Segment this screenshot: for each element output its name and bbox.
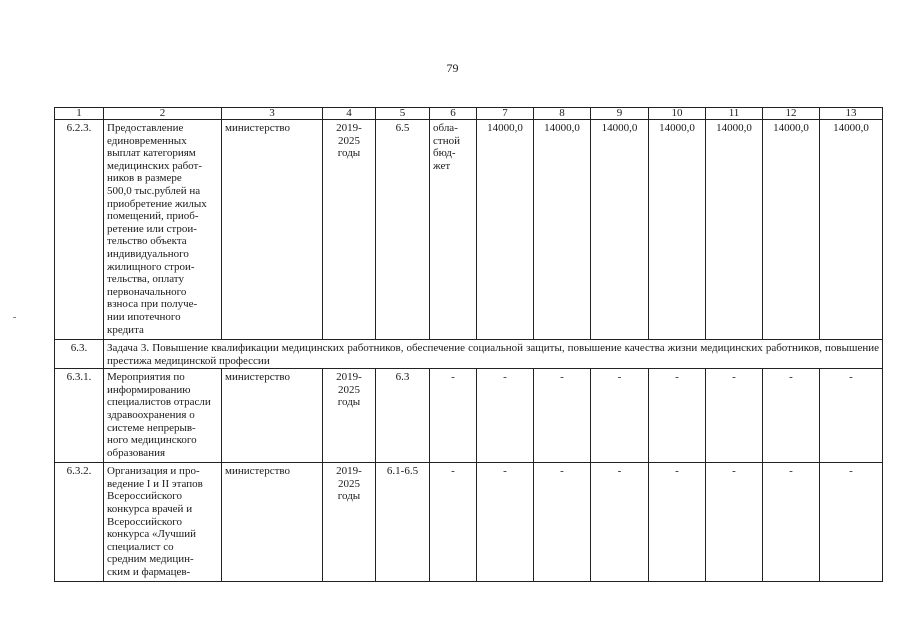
term: 2019- 2025 годы	[323, 463, 376, 582]
column-header: 7	[477, 108, 534, 120]
funding-value: -	[706, 369, 763, 463]
task-row	[55, 340, 883, 369]
column-header: 10	[649, 108, 706, 120]
executor: министерство	[222, 463, 323, 582]
column-header: 9	[591, 108, 649, 120]
funding-value: 14000,0	[591, 120, 649, 340]
executor: министерство	[222, 120, 323, 340]
funding-value: -	[534, 463, 591, 582]
program-table	[54, 107, 883, 582]
row-number: 6.2.3.	[55, 120, 104, 340]
column-header: 13	[820, 108, 883, 120]
scan-artifact	[13, 317, 16, 318]
measure-name: Предоставление единовременных выплат категориям медицинских работ- ников в размере 500,0 тыс.рублей на приобретение жилых помещений, приоб- ретение или строи- тельство объекта индивидуального жилищного строи- тельства, оплату первоначального взноса при получе- нии ипотечного кредита	[104, 120, 222, 340]
column-header: 2	[104, 108, 222, 120]
funding-value: -	[763, 463, 820, 582]
funding-value: 14000,0	[534, 120, 591, 340]
column-header: 1	[55, 108, 104, 120]
indicator: 6.5	[376, 120, 430, 340]
task-text: Задача 3. Повышение квалификации медицинских работников, обеспечение социальной защиты, повышение качества жизни медицинских работников, повышение престижа медицинской профессии	[104, 340, 883, 369]
page-number: 79	[446, 61, 459, 75]
column-header: 3	[222, 108, 323, 120]
funding-value: -	[477, 463, 534, 582]
executor: министерство	[222, 369, 323, 463]
column-header: 12	[763, 108, 820, 120]
indicator: 6.3	[376, 369, 430, 463]
funding-value: 14000,0	[649, 120, 706, 340]
funding-value: -	[649, 463, 706, 582]
funding-value: -	[591, 463, 649, 582]
funding-source: -	[430, 463, 477, 582]
column-header: 11	[706, 108, 763, 120]
column-header: 4	[323, 108, 376, 120]
funding-value: 14000,0	[820, 120, 883, 340]
table-row	[55, 463, 883, 582]
indicator: 6.1-6.5	[376, 463, 430, 582]
funding-value: -	[591, 369, 649, 463]
measure-name: Мероприятия по информированию специалистов отрасли здравоохранения о системе непрерыв- ного медицинского образования	[104, 369, 222, 463]
column-header: 5	[376, 108, 430, 120]
term: 2019- 2025 годы	[323, 369, 376, 463]
funding-value: -	[763, 369, 820, 463]
column-header: 6	[430, 108, 477, 120]
table-row	[55, 369, 883, 463]
column-header: 8	[534, 108, 591, 120]
measure-name: Организация и про- ведение I и II этапов Всероссийского конкурса врачей и Всероссийского конкурса «Лучший специалист со средним медицин- ским и фармацев-	[104, 463, 222, 582]
funding-source: -	[430, 369, 477, 463]
funding-value: -	[820, 463, 883, 582]
row-number: 6.3.2.	[55, 463, 104, 582]
column-number-row	[55, 108, 883, 120]
funding-value: -	[820, 369, 883, 463]
table-row	[55, 120, 883, 340]
funding-source: обла- стной бюд- жет	[430, 120, 477, 340]
task-number: 6.3.	[55, 340, 104, 369]
funding-value: -	[534, 369, 591, 463]
funding-value: 14000,0	[706, 120, 763, 340]
funding-value: -	[706, 463, 763, 582]
funding-value: 14000,0	[763, 120, 820, 340]
funding-value: -	[477, 369, 534, 463]
funding-value: -	[649, 369, 706, 463]
row-number: 6.3.1.	[55, 369, 104, 463]
term: 2019- 2025 годы	[323, 120, 376, 340]
funding-value: 14000,0	[477, 120, 534, 340]
